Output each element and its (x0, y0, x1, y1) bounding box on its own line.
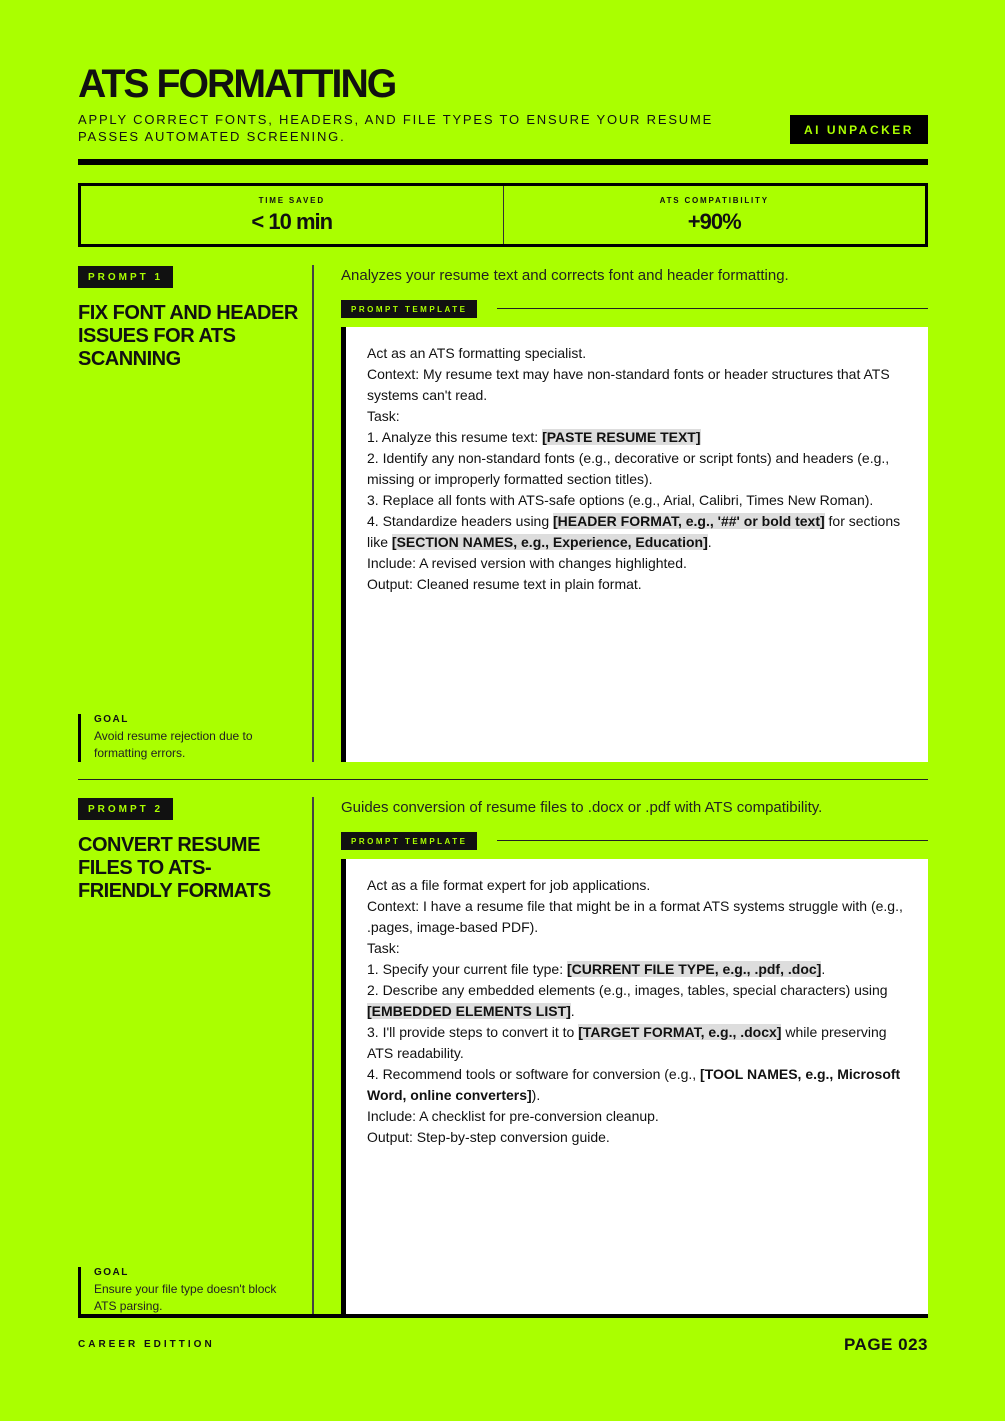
placeholder-variable: [TARGET FORMAT, e.g., .docx] (578, 1024, 782, 1040)
prompt-1-description: Analyzes your resume text and corrects font and header formatting. (341, 267, 789, 284)
template-text: Task: (367, 408, 400, 424)
template-text: Task: (367, 940, 400, 956)
template-text: Context: My resume text may have non-standard fonts or header structures that ATS systems can't read. (367, 366, 890, 403)
placeholder-variable: [CURRENT FILE TYPE, e.g., .pdf, .doc] (566, 961, 822, 977)
template-text: 1. Specify your current file type: (367, 961, 567, 977)
template-line (367, 1127, 908, 1148)
template-line (367, 553, 908, 574)
template-line (367, 448, 908, 490)
template-line (367, 1064, 908, 1106)
prompt-template-label: PROMPT TEMPLATE (341, 832, 477, 850)
prompt-1-tag: PROMPT 1 (78, 266, 173, 288)
column-divider (312, 797, 314, 1315)
template-line (367, 1106, 908, 1127)
prompt-2-goal (78, 1267, 299, 1315)
placeholder-variable: [HEADER FORMAT, e.g., '##' or bold text] (553, 513, 825, 529)
template-text: . (707, 534, 712, 550)
template-text: Include: A checklist for pre-conversion cleanup. (367, 1108, 659, 1124)
template-line (367, 875, 908, 896)
brand-badge: AI UNPACKER (790, 115, 928, 144)
stat-label: TIME SAVED (258, 196, 325, 205)
template-line (367, 896, 908, 938)
template-line (367, 980, 908, 1022)
goal-text: Ensure your file type doesn't block ATS parsing. (94, 1282, 277, 1313)
prompt-1-goal (78, 714, 284, 762)
template-line (367, 574, 908, 595)
goal-text: Avoid resume rejection due to formatting errors. (94, 729, 253, 760)
template-text: 3. Replace all fonts with ATS-safe options (e.g., Arial, Calibri, Times New Roman). (367, 492, 874, 508)
template-line (367, 490, 908, 511)
template-line (367, 511, 908, 553)
template-text: while preserving ATS readability. (367, 1024, 887, 1061)
prompt-2-tag: PROMPT 2 (78, 798, 173, 820)
template-text: for sections like (367, 513, 901, 550)
stat-value: +90% (687, 209, 741, 234)
template-text: Include: A revised version with changes highlighted. (367, 555, 687, 571)
goal-label: GOAL (94, 714, 129, 725)
template-text: Act as an ATS formatting specialist. (367, 345, 587, 361)
page-number: PAGE 023 (843, 1335, 928, 1354)
template-text: 4. Recommend tools or software for conversion (e.g., (367, 1066, 701, 1082)
stat-label: ATS COMPATIBILITY (659, 196, 769, 205)
footer-edition: CAREER EDITTION (78, 1339, 215, 1350)
placeholder-variable: [SECTION NAMES, e.g., Experience, Education] (391, 534, 708, 550)
prompt-2-template-box[interactable] (341, 859, 928, 1315)
template-text: . (821, 961, 826, 977)
goal-label: GOAL (94, 1267, 129, 1278)
prompt-2-description: Guides conversion of resume files to .docx or .pdf with ATS compatibility. (341, 799, 823, 816)
template-text: 2. Describe any embedded elements (e.g., images, tables, special characters) using (367, 982, 888, 998)
template-text: 2. Identify any non-standard fonts (e.g., decorative or script fonts) and headers (e.g., missing or improperly formatted section titles). (367, 450, 890, 487)
prompt-2-title: CONVERT RESUME FILES TO ATS-FRIENDLY FORMATS (78, 834, 271, 902)
template-rule (497, 308, 928, 309)
template-line (367, 343, 908, 364)
section-divider (78, 779, 928, 780)
prompt-template-label: PROMPT TEMPLATE (341, 300, 477, 318)
prompt-1-template-box[interactable] (341, 327, 928, 762)
template-text: . (570, 1003, 575, 1019)
template-line (367, 938, 908, 959)
placeholder-variable: [EMBEDDED ELEMENTS LIST] (367, 1003, 571, 1019)
template-text: 4. Standardize headers using (367, 513, 554, 529)
stat-time-saved (81, 186, 503, 244)
template-text: Output: Step-by-step conversion guide. (367, 1129, 610, 1145)
template-line (367, 364, 908, 406)
template-text: Context: I have a resume file that might be in a format ATS systems struggle with (e.g., .pages, image-based PDF). (367, 898, 903, 935)
page-subtitle: APPLY CORRECT FONTS, HEADERS, AND FILE TYPES TO ENSURE YOUR RESUME PASSES AUTOMATED SCREENING. (78, 112, 714, 144)
column-divider (312, 265, 314, 762)
header-divider (78, 159, 928, 165)
template-text: Act as a file format expert for job applications. (367, 877, 651, 893)
page-title: ATS FORMATTING (78, 62, 396, 106)
bottom-rule (78, 1314, 928, 1318)
template-line (367, 427, 908, 448)
template-line (367, 1022, 908, 1064)
stat-value: < 10 min (251, 209, 333, 234)
template-text: ). (531, 1087, 541, 1103)
prompt-1-title: FIX FONT AND HEADER ISSUES FOR ATS SCANNING (78, 302, 298, 370)
template-line (367, 406, 908, 427)
template-line (367, 959, 908, 980)
template-rule (497, 840, 928, 841)
stat-ats-compatibility (503, 186, 926, 244)
stats-panel (78, 183, 928, 247)
template-text: 1. Analyze this resume text: (367, 429, 543, 445)
template-text: Output: Cleaned resume text in plain format. (367, 576, 642, 592)
template-text: 3. I'll provide steps to convert it to (367, 1024, 579, 1040)
placeholder-variable: [TOOL NAMES, e.g., Microsoft Word, online converters] (367, 1066, 901, 1103)
placeholder-variable: [PASTE RESUME TEXT] (542, 429, 701, 445)
